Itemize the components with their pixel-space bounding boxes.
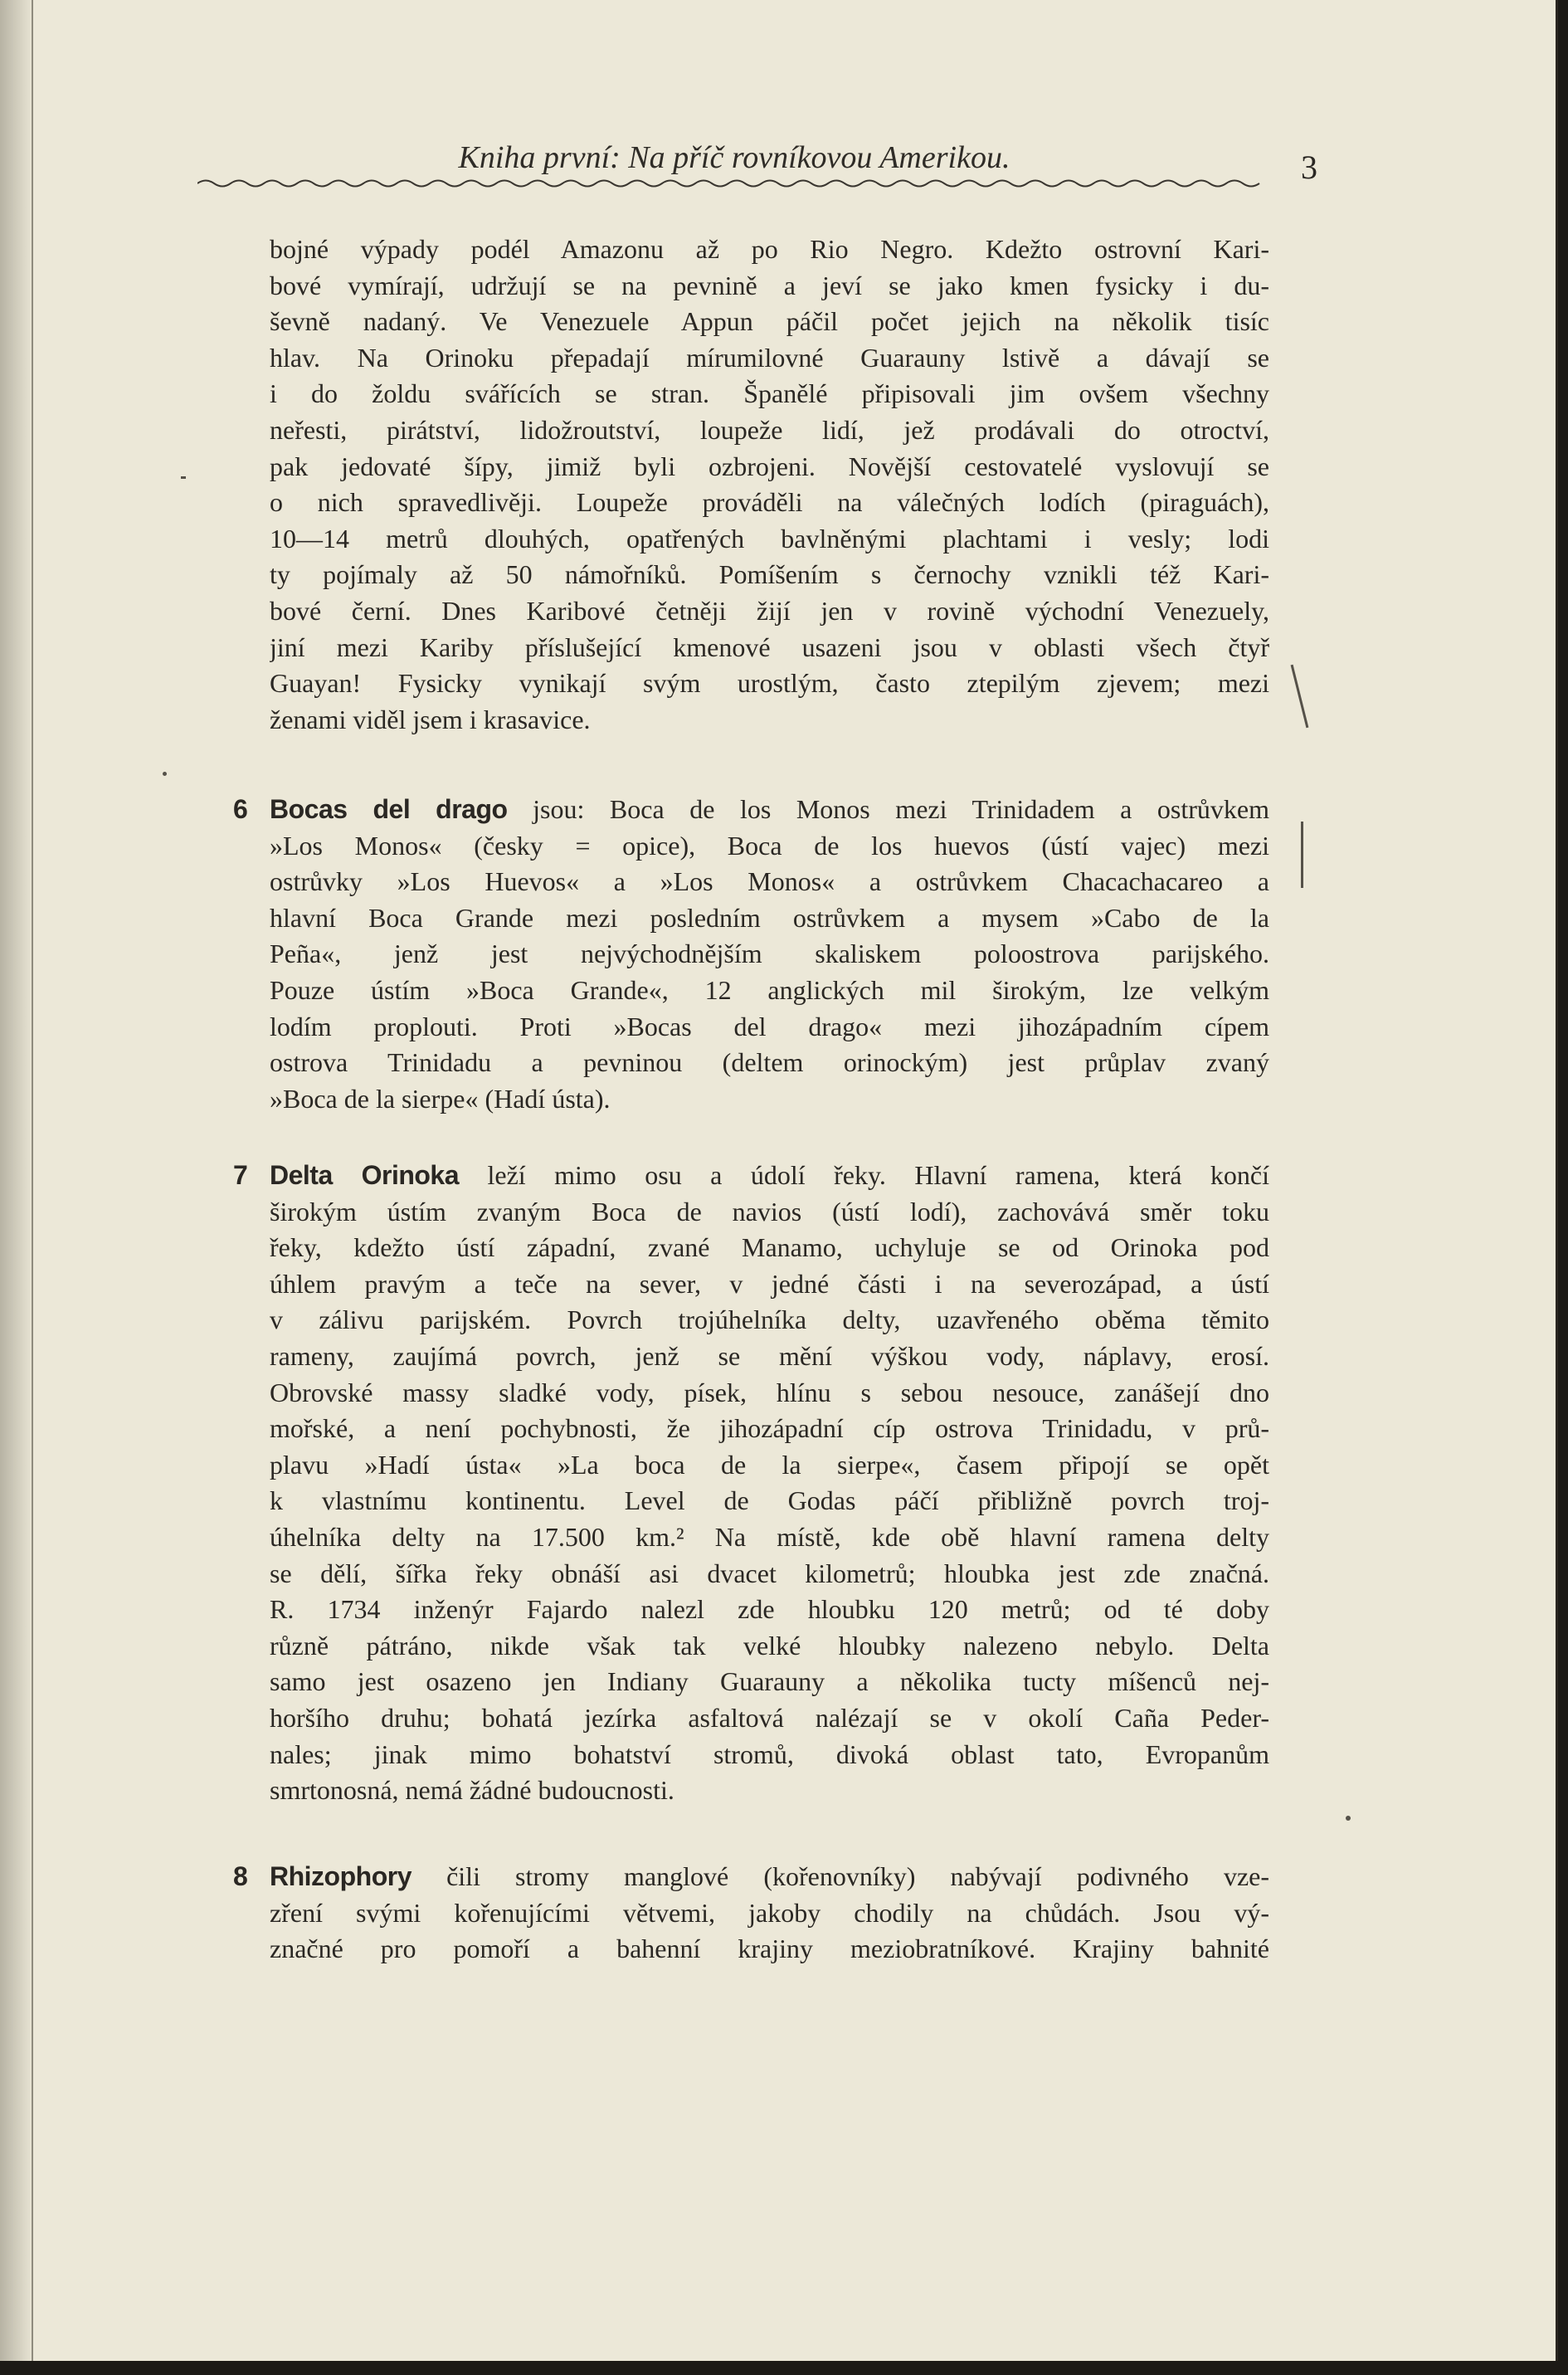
text-line: v zálivu parijském. Povrch trojúhelníka delty, uzavřeného oběma těmito [270,1305,1269,1335]
text-line: Pouze ústím »Boca Grande«, 12 anglických mil širokým, lze velkým [270,974,1269,1005]
running-head: Kniha první: Na příč rovníkovou Amerikou. [458,140,1010,175]
text-line: Obrovské massy sladké vody, písek, hlínu s sebou nesouce, zanášejí dno [270,1377,1269,1407]
note-keyword: Bocas del drago [270,794,508,824]
text-line: řeky, kdežto ústí západní, zvané Manamo, uchyluje se od Orinoka pod [270,1232,1269,1263]
text-line: bové vymírají, udržují se na pevnině a jeví se jako kmen fysicky i du- [270,270,1269,300]
text-line: mořské, a není pochybnosti, že jihozápadní cíp ostrova Trinidadu, v prů- [270,1413,1269,1444]
wavy-header-rule [197,176,1268,191]
text-line: jiní mezi Kariby příslušející kmenové usazeni jsou v oblasti všech čtyř [270,632,1269,662]
text-line: smrtonosná, nemá žádné budoucnosti. [270,1775,674,1806]
text-line: ostrova Trinidadu a pevninou (deltem orinockým) jest průplav zvaný [270,1047,1269,1078]
note-number: 6 [233,794,248,824]
text-line: neřesti, pirátství, lidožroutství, loupeže lidí, jež prodávali do otroctví, [270,414,1269,445]
text-line: se dělí, šířka řeky obnáší asi dvacet kilometrů; hloubka jest zde značná. [270,1558,1269,1588]
text-line: ševně nadaný. Ve Venezuele Appun páčil počet jejich na několik tisíc [270,306,1269,337]
margin-mark [163,772,167,776]
text-line: bové černí. Dnes Karibové četněji žijí jen v rovině východní Venezuely, [270,595,1269,626]
text-line: hlav. Na Orinoku přepadají mírumilovné Guarauny lstivě a dávají se [270,342,1269,373]
note-keyword: Rhizophory [270,1861,411,1891]
margin-mark [1291,665,1309,728]
page-number: 3 [1301,149,1317,186]
text-line: zření svými kořenujícími větvemi, jakoby chodily na chůdách. Jsou vý- [270,1897,1269,1928]
text-line: ženami viděl jsem i krasavice. [270,704,591,734]
text-line: i do žoldu svářících se stran. Španělé připisovali jim ovšem všechny [270,378,1269,409]
note-keyword: Delta Orinoka [270,1160,460,1190]
text-line: bojné výpady podél Amazonu až po Rio Negro. Kdežto ostrovní Kari- [270,234,1269,264]
text-line: rameny, zaujímá povrch, jenž se mění výškou vody, náplavy, erosí. [270,1340,1269,1371]
margin-mark [181,476,186,479]
continuation-paragraph [270,232,1269,738]
note-number: 7 [233,1160,248,1190]
text-line: čili stromy manglové (kořenovníky) nabývají podivného vze- [411,1861,1269,1891]
text-line: leží mimo osu a údolí řeky. Hlavní ramena, která končí [459,1160,1269,1190]
text-line: Peña«, jenž jest nejvýchodnějším skaliskem poloostrova parijského. [270,939,1269,969]
text-line: různě pátráno, nikde však tak velké hloubky nalezeno nebylo. Delta [270,1630,1269,1661]
note-number: 8 [233,1861,248,1891]
text-line: hlavní Boca Grande mezi posledním ostrůvkem a mysem »Cabo de la [270,902,1269,933]
text-line: k vlastnímu kontinentu. Level de Godas páčí přibližně povrch troj- [270,1485,1269,1516]
text-line: samo jest osazeno jen Indiany Guarauny a několika tucty míšenců nej- [270,1666,1269,1697]
gutter-shadow [0,0,35,2361]
note-8 [233,1859,1269,1968]
margin-mark [1346,1816,1351,1821]
gutter-line [32,0,33,2361]
text-line: úhlem pravým a teče na sever, v jedné části i na severozápad, a ústí [270,1268,1269,1299]
text-line: značné pro pomoří a bahenní krajiny meziobratníkové. Krajiny bahnité [270,1934,1269,1964]
text-line: »Los Monos« (česky = opice), Boca de los huevos (ústí vajec) mezi [270,830,1269,861]
note-7 [233,1158,1269,1809]
text-line: úhelníka delty na 17.500 km.² Na místě, kde obě hlavní ramena delty [270,1521,1269,1552]
text-line: pak jedovaté šípy, jimiž byli ozbrojeni. Novější cestovatelé vyslovují se [270,451,1269,481]
text-line: »Boca de la sierpe« (Hadí ústa). [270,1083,611,1114]
text-line: lodím proplouti. Proti »Bocas del drago« mezi jihozápadním cípem [270,1011,1269,1041]
text-line: horšího druhu; bohatá jezírka asfaltová nalézají se v okolí Caña Peder- [270,1702,1269,1733]
text-line: o nich spravedlivěji. Loupeže prováděli na válečných lodích (piraguách), [270,487,1269,518]
text-line: ostrůvky »Los Huevos« a »Los Monos« a ostrůvkem Chacachacareo a [270,866,1269,897]
text-line: R. 1734 inženýr Fajardo nalezl zde hloubku 120 metrů; od té doby [270,1594,1269,1625]
margin-mark [1301,822,1303,888]
note-6 [233,792,1269,1117]
text-line: nales; jinak mimo bohatství stromů, divoká oblast tato, Evropanům [270,1739,1269,1769]
text-line: ty pojímaly až 50 námořníků. Pomíšením s černochy vznikli též Kari- [270,559,1269,590]
text-line: Guayan! Fysicky vynikají svým urostlým, často ztepilým zjevem; mezi [270,668,1269,699]
text-line: plavu »Hadí ústa« »La boca de la sierpe«, časem připojí se opět [270,1449,1269,1480]
text-line: jsou: Boca de los Monos mezi Trinidadem a ostrůvkem [507,794,1269,824]
text-line: širokým ústím zvaným Boca de navios (ústí lodí), zachovává směr toku [270,1196,1269,1227]
text-line: 10—14 metrů dlouhých, opatřených bavlněnými plachtami i vesly; lodi [270,523,1269,554]
